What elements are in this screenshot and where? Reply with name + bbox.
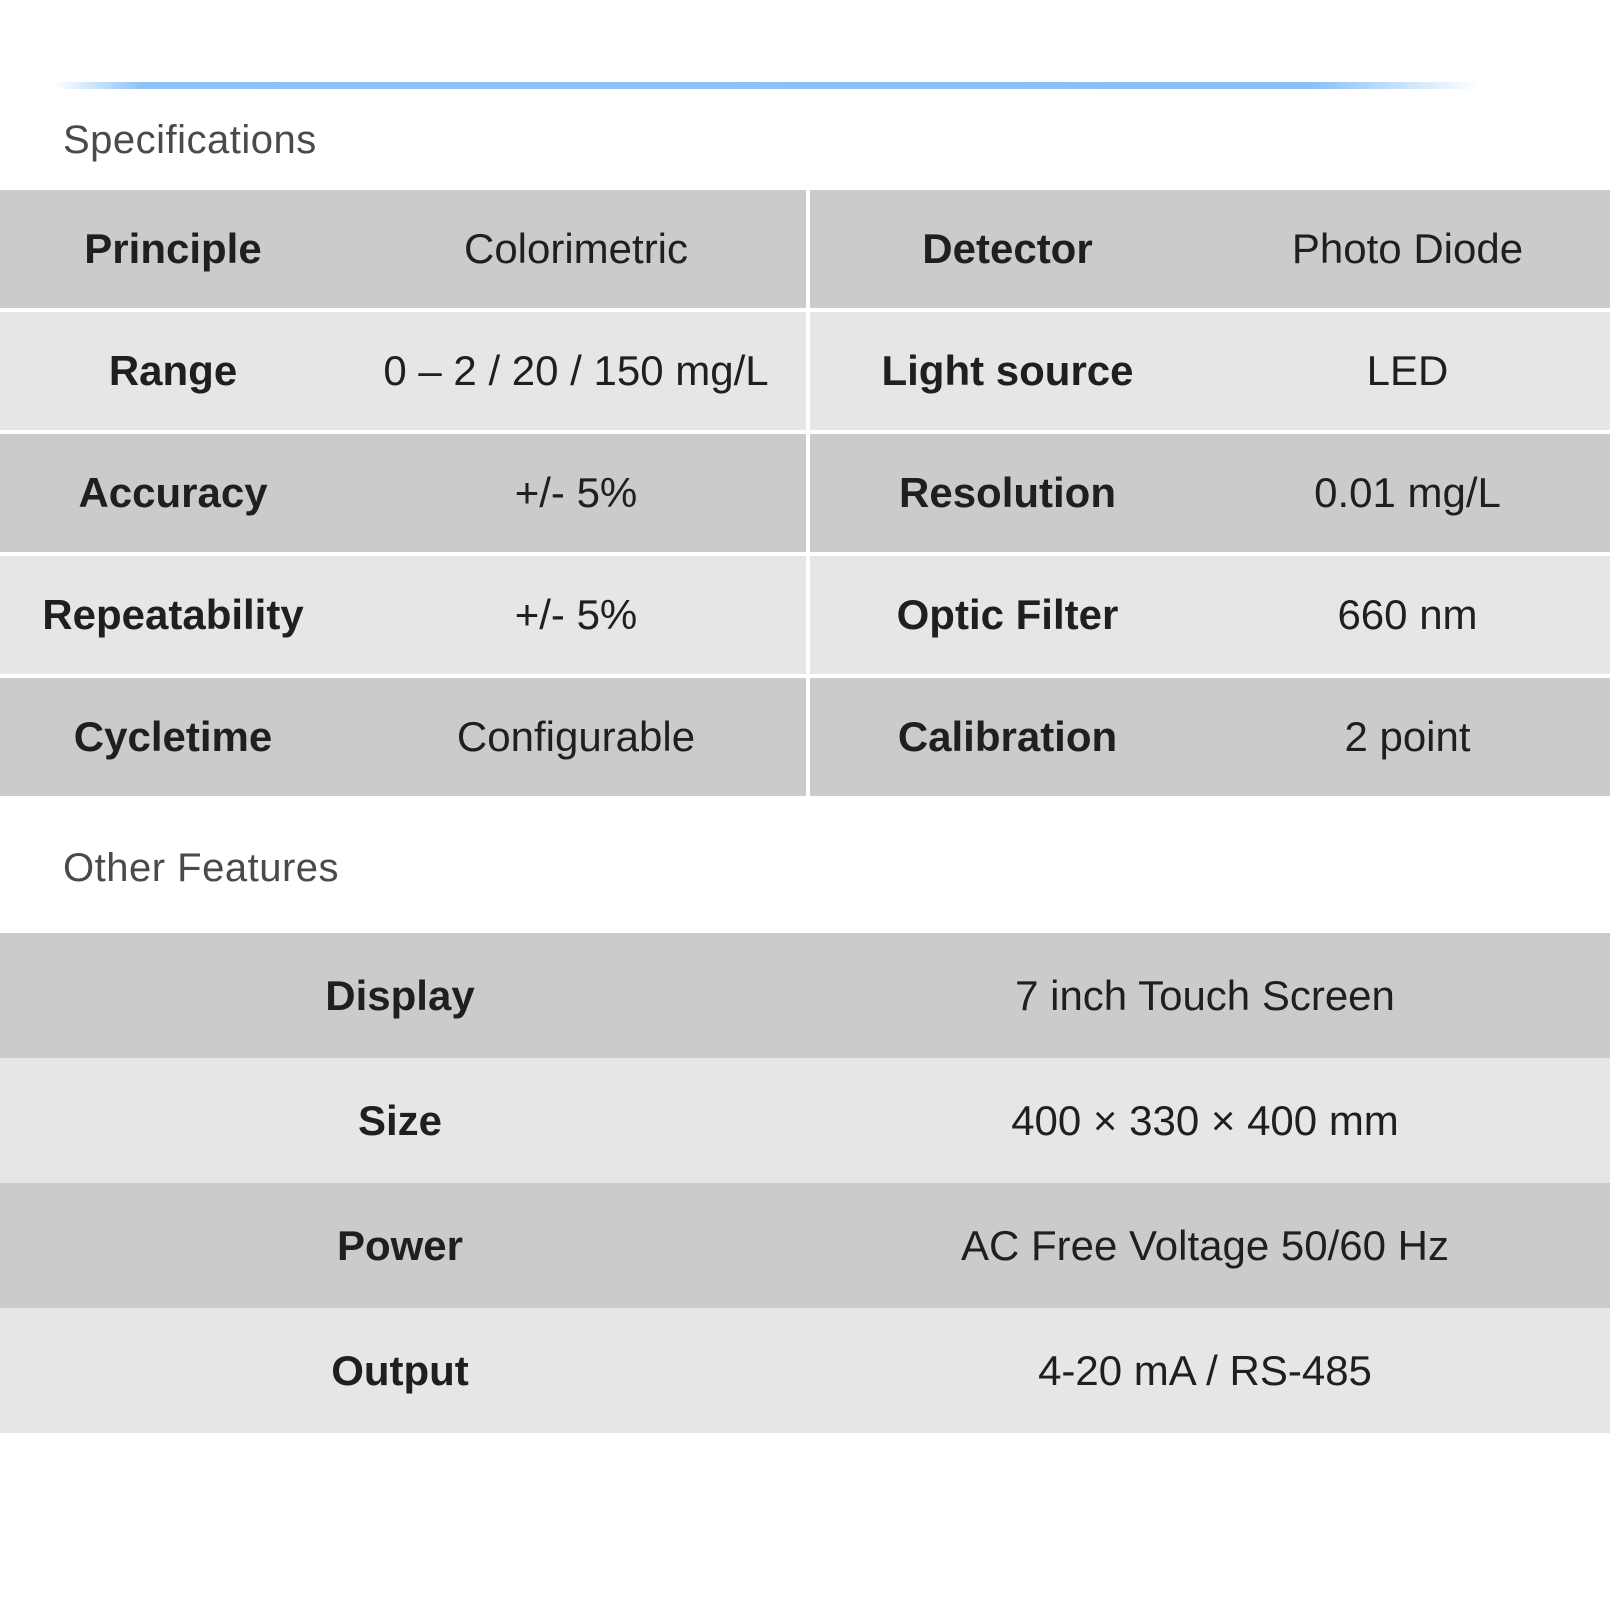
spec-value-cell: LED	[1205, 312, 1610, 430]
spec-label-cell: Light source	[810, 312, 1205, 430]
spec-label-cell: Cycletime	[0, 678, 346, 796]
table-row	[0, 1058, 1610, 1183]
feature-label-cell: Power	[336, 1221, 464, 1269]
feature-label-cell: Output	[331, 1346, 469, 1394]
other-features-table	[0, 933, 1610, 1433]
spec-value-cell: 0.01 mg/L	[1205, 434, 1610, 552]
feature-value-cell: AC Free Voltage 50/60 Hz	[961, 1221, 1449, 1269]
table-row	[0, 190, 1610, 308]
spec-label-cell: Optic Filter	[810, 556, 1205, 674]
table-row	[0, 933, 1610, 1058]
table-row	[0, 1183, 1610, 1308]
spec-label-cell: Range	[0, 312, 346, 430]
spec-value-cell: 660 nm	[1205, 556, 1610, 674]
spec-value-cell: Photo Diode	[1205, 190, 1610, 308]
table-row	[0, 1308, 1610, 1433]
specifications-table	[0, 190, 1610, 796]
feature-value-cell: 4-20 mA / RS-485	[1038, 1346, 1372, 1394]
spec-label-cell: Detector	[810, 190, 1205, 308]
spec-label-cell: Accuracy	[0, 434, 346, 552]
feature-label-cell: Display	[325, 971, 475, 1019]
table-row	[0, 678, 1610, 796]
spec-label-cell: Repeatability	[0, 556, 346, 674]
accent-divider-line	[55, 82, 1480, 89]
spec-value-cell: 2 point	[1205, 678, 1610, 796]
section-title-other-features: Other Features	[63, 846, 340, 890]
spec-value-cell: +/- 5%	[346, 556, 806, 674]
feature-label-cell: Size	[357, 1096, 443, 1144]
spec-label-cell: Resolution	[810, 434, 1205, 552]
feature-value-cell: 7 inch Touch Screen	[1015, 971, 1395, 1019]
section-title-specifications: Specifications	[63, 118, 317, 162]
spec-value-cell: 0 – 2 / 20 / 150 mg/L	[346, 312, 806, 430]
spec-value-cell: Configurable	[346, 678, 806, 796]
table-row	[0, 434, 1610, 552]
feature-value-cell: 400 × 330 × 400 mm	[1011, 1096, 1399, 1144]
table-row	[0, 556, 1610, 674]
spec-value-cell: +/- 5%	[346, 434, 806, 552]
table-row	[0, 312, 1610, 430]
spec-value-cell: Colorimetric	[346, 190, 806, 308]
spec-label-cell: Principle	[0, 190, 346, 308]
spec-label-cell: Calibration	[810, 678, 1205, 796]
